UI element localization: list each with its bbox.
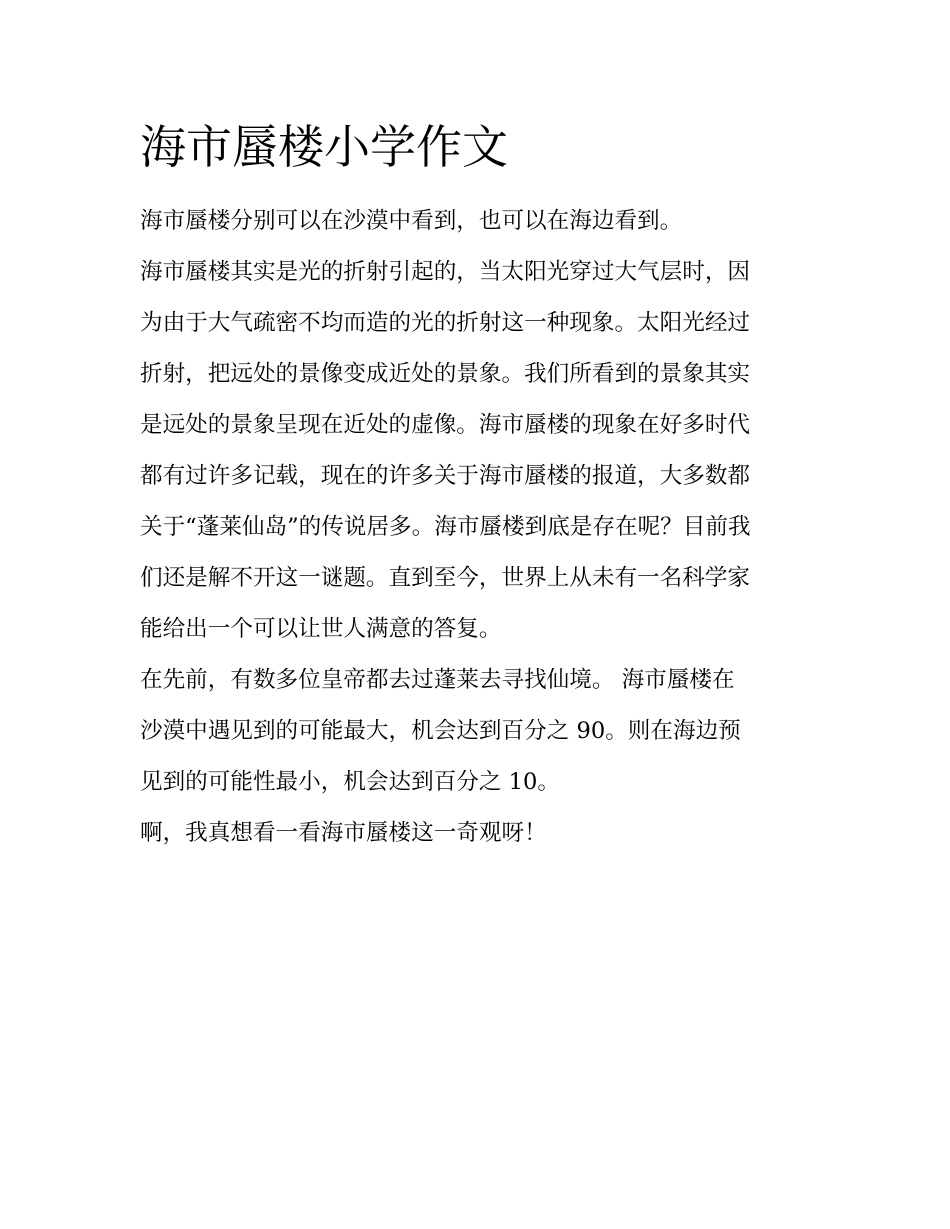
text-line: 为由于大气疏密不均而造的光的折射这一种现象。太阳光经过	[140, 310, 751, 336]
text-line: 海市蜃楼其实是光的折射引起的，当太阳光穿过大气层时，因	[140, 259, 751, 285]
text-line: 海市蜃楼分别可以在沙漠中看到，也可以在海边看到。	[140, 208, 683, 234]
text-line: 啊，我真想看一看海市蜃楼这一奇观呀！	[140, 820, 547, 846]
text-line: 是远处的景象呈现在近处的虚像。海市蜃楼的现象在好多时代	[140, 412, 751, 438]
document-title: 海市蜃楼小学作文	[140, 120, 508, 174]
text-line: 都有过许多记载，现在的许多关于海市蜃楼的报道，大多数都	[140, 463, 751, 489]
text-line: 在先前，有数多位皇帝都去过蓬莱去寻找仙境。 海市蜃楼在	[140, 667, 735, 693]
text-line: 关于“蓬莱仙岛”的传说居多。海市蜃楼到底是存在呢？目前我	[140, 514, 751, 540]
text-line: 们还是解不开这一谜题。直到至今，世界上从未有一名科学家	[140, 565, 751, 591]
text-line: 能给出一个可以让世人满意的答复。	[140, 616, 502, 642]
text-line: 沙漠中遇见到的可能最大，机会达到百分之 90。则在海边预	[140, 718, 741, 744]
text-line: 见到的可能性最小，机会达到百分之 10。	[140, 769, 561, 795]
text-line: 折射，把远处的景像变成近处的景象。我们所看到的景象其实	[140, 361, 751, 387]
